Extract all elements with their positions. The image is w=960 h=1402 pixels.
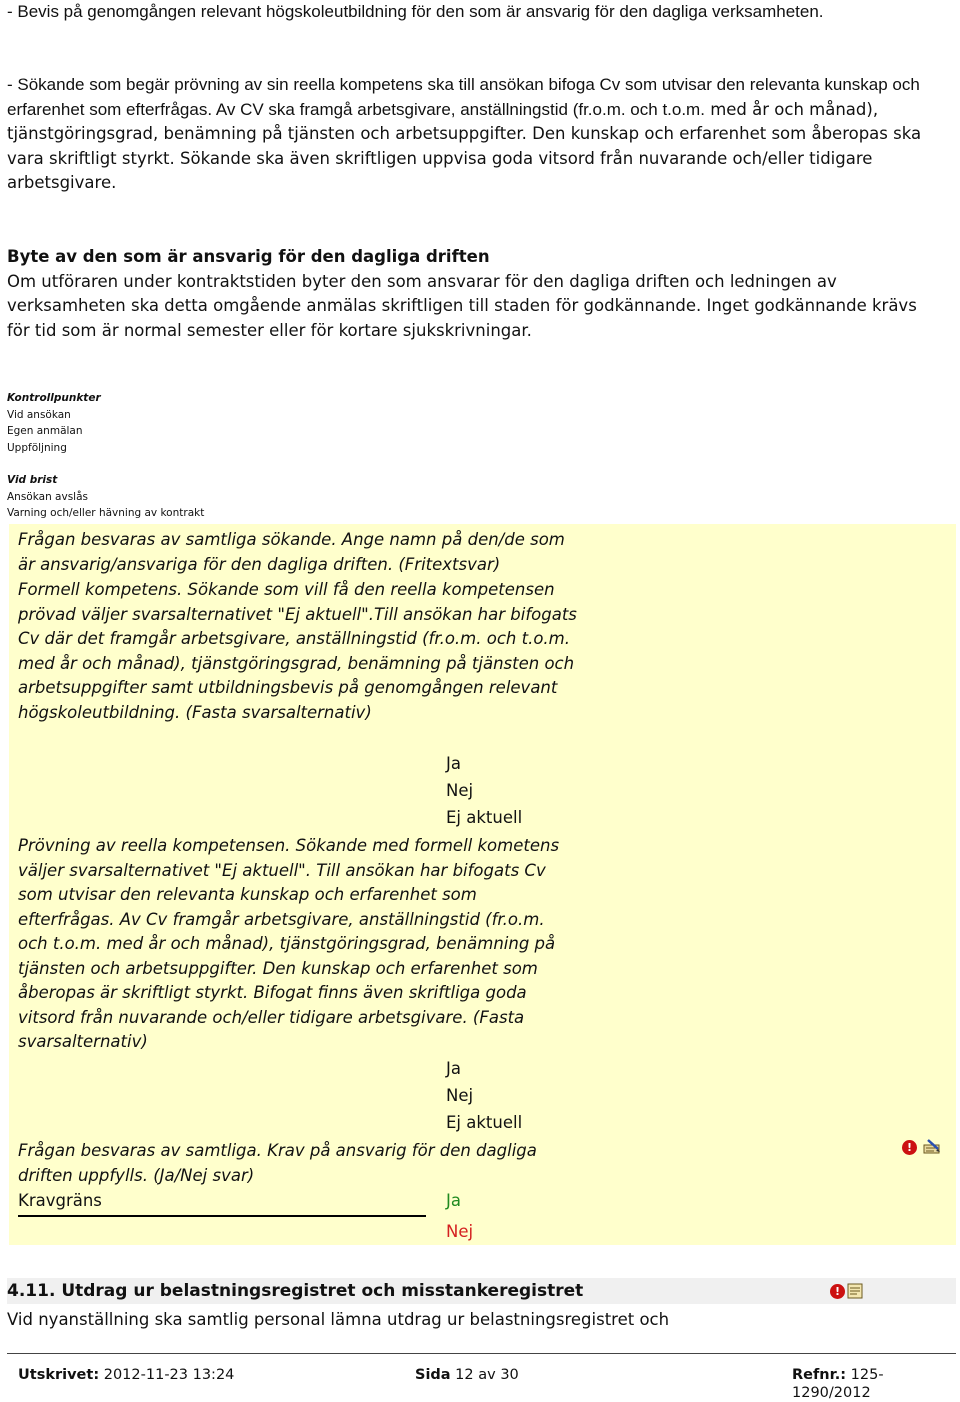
question-2-option-no[interactable]: Nej	[446, 781, 474, 800]
breach-list	[7, 472, 204, 522]
footer-reference-label: Refnr.:	[792, 1367, 847, 1383]
section-change-heading: Byte av den som är ansvarig för den dagliga driften	[7, 247, 490, 266]
intro-text-2b: med år och månad), tjänstgöringsgrad, benämning på tjänsten och arbetsuppgifter. Den kunskap och erfarenhet som åberopas ska vara skriftligt styrkt. Sökande ska även skriftligen uppvisa goda vitsord från nuvarande och/eller tidigare arbetsgivare.	[7, 99, 922, 192]
question-1: Frågan besvaras av samtliga sökande. Ange namn på den/de som är ansvarig/ansvariga för den dagliga driften. (Fritextsvar)	[18, 530, 565, 574]
question-2: Formell kompetens. Sökande som vill få den reella kompetensen prövad väljer svarsalternativet "Ej aktuell".Till ansökan har bifogats Cv där det framgår arbetsgivare, anställningstid (fr.o.m. och t.o.m. med år och månad), tjänstgöringsgrad, benämning på tjänsten och arbetsuppgifter samt utbildningsbevis på genomgången relevant högskoleutbildning. (Fasta svarsalternativ)	[18, 580, 577, 722]
exclamation-icon[interactable]: !	[830, 1284, 845, 1299]
checkpoint-item: Egen anmälan	[7, 425, 83, 437]
question-3-option-yes[interactable]: Ja	[446, 1059, 461, 1078]
intro-paragraph-2	[7, 73, 937, 196]
section-411-body-text: Vid nyanställning ska samtlig personal lämna utdrag ur belastningsregistret och	[7, 1310, 670, 1329]
footer-page-label: Sida	[415, 1367, 451, 1383]
section-411-title: 4.11. Utdrag ur belastningsregistret och misstankeregistret	[7, 1281, 584, 1301]
footer-page	[415, 1366, 519, 1384]
question-4: Frågan besvaras av samtliga. Krav på ansvarig för den dagliga driften uppfylls. (Ja/Nej svar)	[18, 1141, 537, 1185]
breach-item: Ansökan avslås	[7, 490, 88, 503]
question-2-option-yes[interactable]: Ja	[446, 754, 461, 773]
footer-printed	[18, 1366, 234, 1384]
intro-text-1: - Bevis på genomgången relevant högskoleutbildning för den som är ansvarig för den dagliga verksamheten.	[7, 2, 824, 21]
exclamation-icon[interactable]: !	[902, 1140, 917, 1155]
question-3-option-no[interactable]: Nej	[446, 1086, 474, 1105]
section-411-title-bar	[7, 1278, 956, 1304]
intro-paragraph-1	[7, 0, 937, 25]
footer-page-value: 12 av 30	[450, 1367, 519, 1383]
intro-text-2a: - Sökande som begär prövning av sin reella kompetens ska till ansökan bifoga Cv som utvisar den relevanta kunskap och erfarenhet som efterfrågas. Av CV ska framgå arbetsgivare, anställningstid (fr.o.m. och t.o.m.	[7, 75, 920, 119]
question-4-answer-no[interactable]: Nej	[446, 1222, 474, 1241]
notes-icon[interactable]	[846, 1282, 864, 1300]
checkpoints-label: Kontrollpunkter	[7, 392, 101, 404]
footer-divider	[7, 1353, 956, 1354]
footer-printed-value: 2012-11-23 13:24	[99, 1367, 235, 1383]
section-411-body	[7, 1308, 937, 1333]
section-change-body: Om utföraren under kontraktstiden byter den som ansvarar för den dagliga driften och ledningen av verksamheten ska detta omgående anmälas skriftligen till staden för godkännande. Inget godkännande krävs för tid som är normal semester eller för kortare sjukskrivningar.	[7, 271, 917, 340]
question-3: Prövning av reella kompetensen. Sökande med formell kometens väljer svarsalternativet "Ej aktuell". Till ansökan har bifogats Cv som utvisar den relevanta kunskap och erfarenhet som efterfrågas. Av Cv framgår arbetsgivare, anställningstid (fr.o.m. och t.o.m. med år och månad), tjänstgöringsgrad, benämning på tjänsten och arbetsuppgifter. Den kunskap och erfarenhet som åberopas är skriftligt styrkt. Bifogat finns även skriftliga goda vitsord från nuvarande och/eller tidigare arbetsgivare. (Fasta svarsalternativ)	[18, 836, 560, 1051]
question-4-answer-yes[interactable]: Ja	[446, 1191, 461, 1210]
checkpoint-item: Vid ansökan	[7, 408, 71, 421]
footer-printed-label: Utskrivet:	[18, 1367, 100, 1383]
footer-reference-value: 125-1290/2012	[792, 1367, 884, 1401]
checkpoint-item: Uppföljning	[7, 441, 67, 454]
threshold-label: Kravgräns	[18, 1191, 102, 1210]
breach-item: Varning och/eller hävning av kontrakt	[7, 507, 205, 519]
question-3-option-na[interactable]: Ej aktuell	[446, 1113, 523, 1132]
checkpoints-list	[7, 390, 101, 456]
breach-label: Vid brist	[7, 474, 58, 486]
footer-reference	[792, 1366, 960, 1402]
threshold-line	[18, 1215, 426, 1217]
question-2-option-na[interactable]: Ej aktuell	[446, 808, 523, 827]
edit-icon[interactable]	[922, 1138, 942, 1156]
section-change	[7, 245, 937, 343]
